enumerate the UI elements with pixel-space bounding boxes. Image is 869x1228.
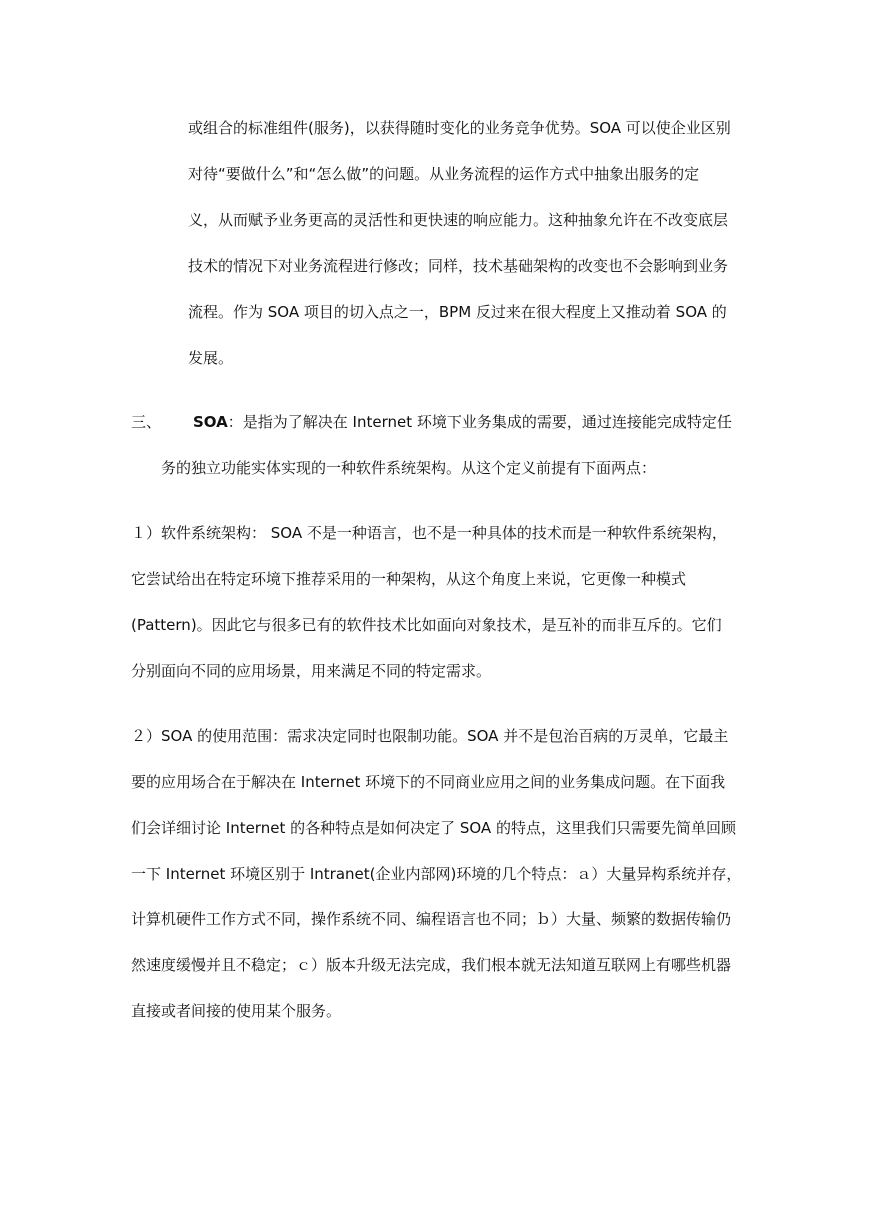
point-2-line-4: 一下 Internet 环境区别于 Intranet(企业内部网)环境的几个特点：ａ）大量异构系统并存， xyxy=(131,865,742,883)
point-1-line-2: 它尝试给出在特定环境下推荐采用的一种架构，从这个角度上来说，它更像一种模式 xyxy=(131,570,687,588)
point-2-line-1: ２）SOA 的使用范围：需求决定同时也限制功能。SOA 并不是包治百病的万灵单，它最主 xyxy=(131,727,729,745)
section-3-line-2: 务的独立功能实体实现的一种软件系统架构。从这个定义前提有下面两点： xyxy=(161,459,657,477)
section-3-number: 三、 xyxy=(131,413,162,431)
section-3-term: SOA xyxy=(193,413,228,431)
section-3-line-1 xyxy=(193,412,732,432)
point-2-line-3: 们会详细讨论 Internet 的各种特点是如何决定了 SOA 的特点，这里我们只需要先简单回顾 xyxy=(131,819,736,837)
paragraph-1-line-5: 流程。作为 SOA 项目的切入点之一，BPM 反过来在很大程度上又推动着 SOA 的 xyxy=(188,303,727,321)
paragraph-1-line-4: 技术的情况下对业务流程进行修改；同样，技术基础架构的改变也不会影响到业务 xyxy=(188,257,729,275)
paragraph-1-line-6: 发展。 xyxy=(188,349,234,367)
point-1-line-3: (Pattern)。因此它与很多已有的软件技术比如面向对象技术，是互补的而非互斥的。它们 xyxy=(131,616,722,634)
section-3-definition: ：是指为了解决在 Internet 环境下业务集成的需要，通过连接能完成特定任 xyxy=(227,413,732,431)
point-2-line-6: 然速度缓慢并且不稳定；ｃ）版本升级无法完成，我们根本就无法知道互联网上有哪些机器 xyxy=(131,956,732,974)
point-1-line-4: 分别面向不同的应用场景，用来满足不同的特定需求。 xyxy=(131,662,492,680)
point-2-line-7: 直接或者间接的使用某个服务。 xyxy=(131,1002,342,1020)
point-1-line-1: １）软件系统架构： SOA 不是一种语言，也不是一种具体的技术而是一种软件系统架构， xyxy=(131,524,727,542)
paragraph-1-line-1: 或组合的标准组件(服务)，以获得随时变化的业务竞争优势。SOA 可以使企业区别 xyxy=(188,119,731,137)
paragraph-1-line-3: 义，从而赋予业务更高的灵活性和更快速的响应能力。这种抽象允许在不改变底层 xyxy=(188,211,729,229)
paragraph-1-line-2: 对待“要做什么”和“怎么做”的问题。从业务流程的运作方式中抽象出服务的定 xyxy=(188,165,700,183)
point-2-line-2: 要的应用场合在于解决在 Internet 环境下的不同商业应用之间的业务集成问题。在下面我 xyxy=(131,773,726,791)
point-2-line-5: 计算机硬件工作方式不同，操作系统不同、编程语言也不同；ｂ）大量、频繁的数据传输仍 xyxy=(131,910,732,928)
